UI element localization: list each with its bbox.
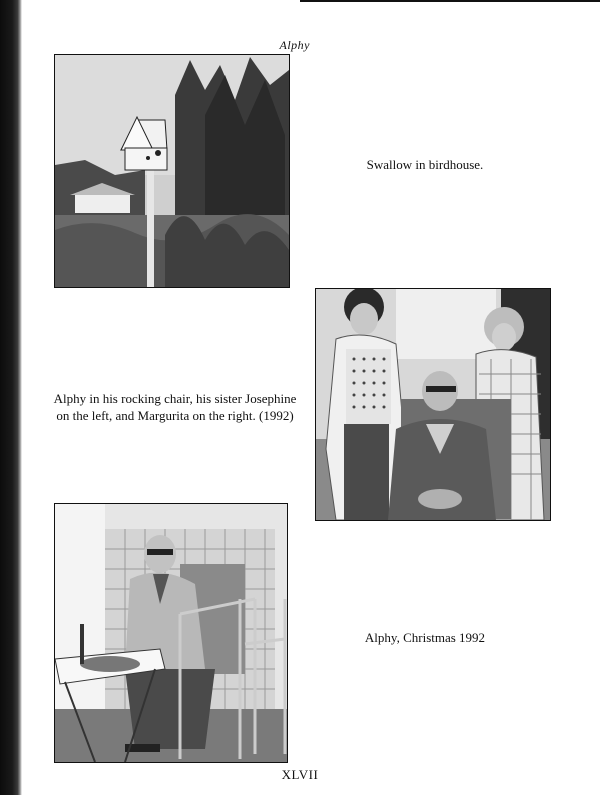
rocking-chair-photo <box>315 288 551 521</box>
christmas-photo <box>54 503 288 763</box>
top-rule <box>300 0 600 2</box>
running-head: Alphy <box>279 38 310 52</box>
caption-rocking-chair <box>40 390 310 424</box>
caption-rocking-chair-line1: Alphy in his rocking chair, his sister Josephine <box>53 391 297 406</box>
book-spine-shadow <box>0 0 22 795</box>
caption-rocking-chair-line2: on the left, and Margurita on the right. (1992) <box>56 408 294 423</box>
caption-christmas: Alphy, Christmas 1992 <box>364 630 486 645</box>
birdhouse-photo <box>54 54 290 288</box>
page-number: XLVII <box>281 767 319 782</box>
caption-swallow: Swallow in birdhouse. <box>366 157 484 172</box>
